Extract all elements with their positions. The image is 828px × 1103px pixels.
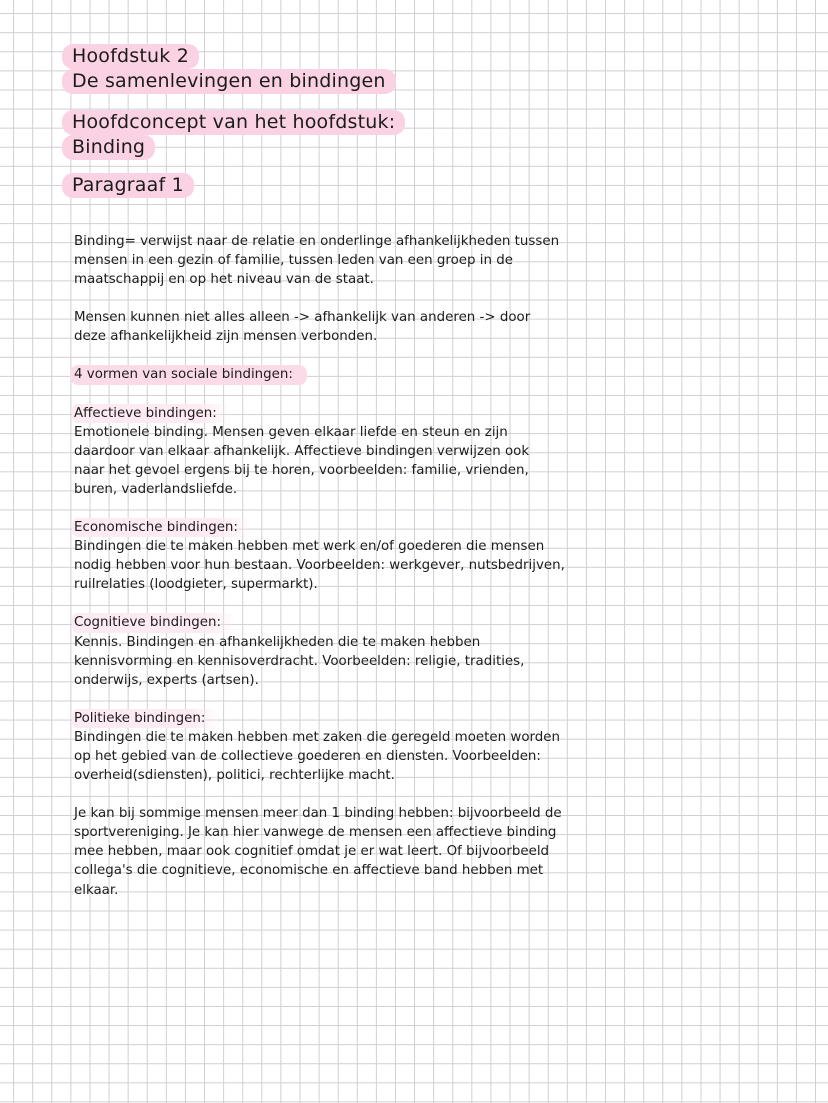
text-line: naar het gevoel ergens bij te horen, voorbeelden: familie, vrienden, [74, 462, 529, 478]
cognitive-title: Cognitieve bindingen: [72, 613, 235, 632]
concept-heading [74, 110, 614, 160]
text-line: collega's die cognitieve, economische en affectieve band hebben met [74, 863, 544, 879]
text-line: Kennis. Bindingen en afhankelijkheden die te maken hebben [74, 634, 481, 650]
text-line: op het gebied van de collectieve goederen en diensten. Voorbeelden: [74, 748, 541, 764]
text-line: kennisvorming en kennisoverdracht. Voorbeelden: religie, tradities, [74, 653, 525, 669]
text-line: mensen in een gezin of familie, tussen leden van een groep in de [74, 253, 513, 269]
text-line: maatschappij en op het niveau van de staat. [74, 272, 374, 288]
text-line: mee hebben, maar ook cognitief omdat je er wat leert. Of bijvoorbeeld [74, 844, 550, 860]
political-title: Politieke bindingen: [72, 709, 219, 728]
text-line: Mensen kunnen niet alles alleen -> afhankelijk van anderen -> door [74, 310, 531, 326]
closing-paragraph [74, 804, 614, 899]
affective-section [74, 404, 614, 499]
text-line: onderwijs, experts (artsen). [74, 672, 259, 688]
text-line: overheid(sdiensten), politici, rechterlijke macht. [74, 768, 395, 784]
chapter-heading [74, 44, 614, 94]
text-line: deze afhankelijkheid zijn mensen verbonden. [74, 329, 378, 345]
text-line: elkaar. [74, 882, 119, 898]
text-line: Emotionele binding. Mensen geven elkaar liefde en steun en zijn [74, 424, 508, 440]
text-line: Bindingen die te maken hebben met werk en/of goederen die mensen [74, 539, 545, 555]
text-line: Binding= verwijst naar de relatie en onderlinge afhankelijkheden tussen [74, 234, 560, 249]
affective-title: Affectieve bindingen: [72, 404, 231, 423]
dependence-paragraph [74, 308, 614, 346]
text-line: daardoor van elkaar afhankelijk. Affectieve bindingen verwijzen ook [74, 443, 530, 459]
text-line: ruilrelaties (loodgieter, supermarkt). [74, 577, 318, 593]
economic-section [74, 518, 614, 594]
text-line: Bindingen die te maken hebben met zaken die geregeld moeten worden [74, 729, 561, 745]
text-line: Je kan bij sommige mensen meer dan 1 binding hebben: bijvoorbeeld de [74, 806, 562, 822]
concept-label: Hoofdconcept van het hoofdstuk: [62, 110, 405, 135]
concept-value: Binding [62, 135, 155, 160]
economic-title: Economische bindingen: [72, 518, 252, 537]
text-line: sportvereniging. Je kan hier vanwege de mensen een affectieve binding [74, 825, 557, 841]
section-heading: Paragraaf 1 [62, 173, 194, 198]
definition-paragraph [74, 232, 614, 289]
forms-heading: 4 vormen van sociale bindingen: [70, 365, 307, 384]
text-line: nodig hebben voor hun bestaan. Voorbeelden: werkgever, nutsbedrijven, [74, 558, 565, 574]
text-line: buren, vaderlandsliefde. [74, 481, 238, 497]
political-section [74, 709, 614, 785]
chapter-title: De samenlevingen en bindingen [62, 69, 396, 94]
notes-page [74, 44, 614, 900]
cognitive-section [74, 613, 614, 689]
chapter-number: Hoofdstuk 2 [62, 44, 199, 69]
